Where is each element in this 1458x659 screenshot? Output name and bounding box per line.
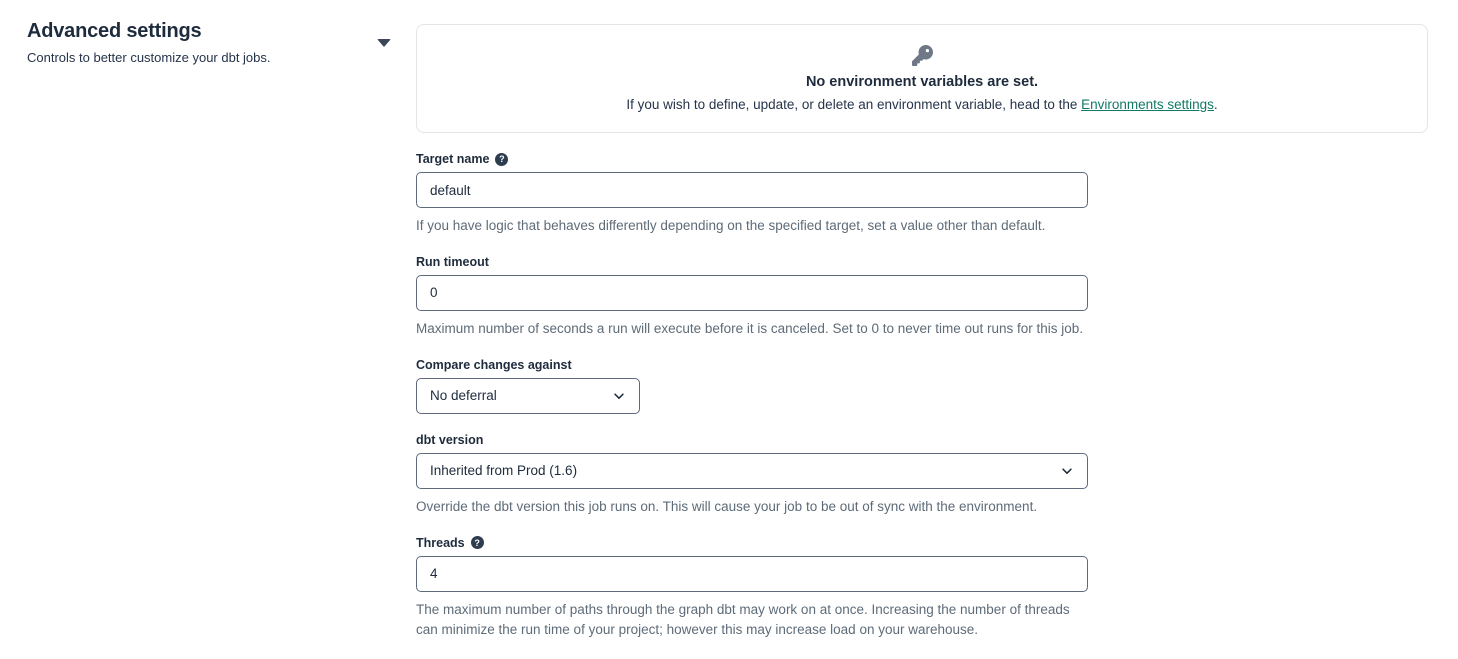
target-name-label — [416, 152, 1088, 166]
page-subtitle: Controls to better customize your dbt jobs. — [27, 50, 271, 65]
threads-help-text: The maximum number of paths through the graph dbt may work on at once. Increasing the number of threads can minimize the run time of your project; however this may increase load on your warehouse. — [416, 601, 1070, 637]
compare-changes-select[interactable] — [416, 378, 640, 414]
dbt-version-label-text: dbt version — [416, 432, 484, 447]
chevron-down-icon — [1060, 464, 1074, 478]
threads-label — [416, 536, 1088, 550]
threads-label-text: Threads — [416, 535, 465, 550]
target-name-input[interactable] — [416, 172, 1088, 208]
section-header — [27, 20, 372, 65]
threads-input[interactable] — [416, 556, 1088, 592]
compare-changes-label — [416, 358, 1088, 372]
dbt-version-select[interactable] — [416, 453, 1088, 489]
run-timeout-help-text: Maximum number of seconds a run will execute before it is canceled. Set to 0 to never time out runs for this job. — [416, 320, 1084, 336]
caret-down-icon — [377, 39, 391, 47]
compare-changes-field-group — [416, 358, 1088, 414]
threads-field-group — [416, 536, 1088, 640]
env-empty-title: No environment variables are set. — [805, 74, 1039, 90]
compare-changes-label-text: Compare changes against — [416, 357, 572, 372]
run-timeout-label-text: Run timeout — [416, 254, 489, 269]
run-timeout-label — [416, 255, 1088, 269]
help-icon[interactable]: ? — [495, 153, 508, 166]
run-timeout-input[interactable] — [416, 275, 1088, 311]
environments-settings-link[interactable]: Environments settings — [1081, 97, 1214, 112]
compare-changes-selected-value: No deferral — [430, 388, 497, 404]
collapse-section-button[interactable] — [371, 33, 397, 53]
env-empty-message — [626, 97, 1217, 112]
dbt-version-field-group — [416, 433, 1088, 517]
dbt-version-selected-value: Inherited from Prod (1.6) — [430, 463, 578, 479]
chevron-down-icon — [612, 389, 626, 403]
page-title: Advanced settings — [27, 20, 202, 42]
dbt-version-help-text: Override the dbt version this job runs on. This will cause your job to be out of sync with the environment. — [416, 498, 1038, 514]
advanced-settings-content — [416, 24, 1428, 640]
env-message-suffix: . — [1213, 97, 1218, 112]
help-icon[interactable]: ? — [471, 536, 484, 549]
env-variables-empty-state — [416, 24, 1428, 133]
target-name-field-group — [416, 152, 1088, 236]
env-message-prefix: If you wish to define, update, or delete an environment variable, head to the — [626, 97, 1082, 112]
dbt-version-label — [416, 433, 1088, 447]
target-name-help-text: If you have logic that behaves differently depending on the specified target, set a value other than default. — [416, 218, 1046, 233]
job-settings-form — [416, 152, 1088, 640]
target-name-label-text: Target name — [416, 152, 490, 166]
run-timeout-field-group — [416, 255, 1088, 339]
key-icon — [912, 45, 933, 66]
